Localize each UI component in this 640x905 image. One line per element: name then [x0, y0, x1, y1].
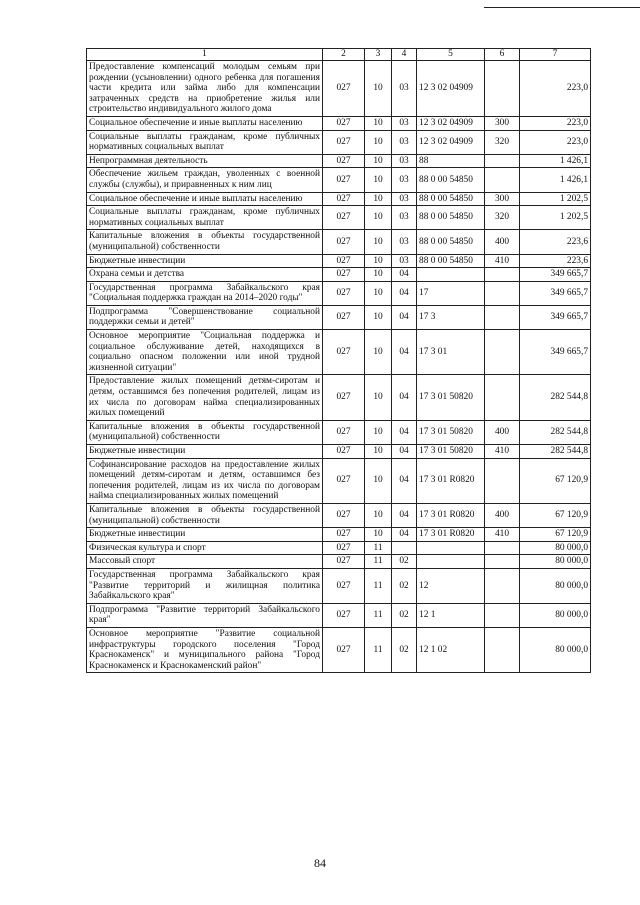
- row-expense-type: [485, 330, 520, 375]
- row-section: 10: [365, 61, 392, 117]
- row-expense-type: [485, 603, 520, 627]
- row-subsection: 04: [392, 281, 417, 305]
- row-target-article: 17 3 01: [417, 330, 485, 375]
- row-name: Социальное обеспечение и иные выплаты населению: [87, 192, 323, 206]
- row-target-article: 17: [417, 281, 485, 305]
- row-expense-type: 400: [485, 503, 520, 527]
- row-admin-code: 027: [323, 330, 365, 375]
- row-admin-code: 027: [323, 445, 365, 459]
- row-name: Предоставление жилых помещений детям-сиротам и детям, оставшимся без попечения родителей, лицам из их числа по договорам найма специализированных жилых помещений: [87, 375, 323, 420]
- header-row: [87, 49, 591, 61]
- row-target-article: 17 3 01 50820: [417, 375, 485, 420]
- row-name: Социальные выплаты гражданам, кроме публичных нормативных социальных выплат: [87, 130, 323, 154]
- row-amount: 349 665,7: [520, 330, 591, 375]
- row-subsection: 04: [392, 420, 417, 444]
- row-amount: 349 665,7: [520, 281, 591, 305]
- row-name: Обеспечение жильем граждан, уволенных с военной службы (службы), и приравненных к ним лиц: [87, 168, 323, 192]
- row-amount: 80 000,0: [520, 541, 591, 555]
- row-subsection: 04: [392, 268, 417, 282]
- row-target-article: 17 3 01 50820: [417, 420, 485, 444]
- row-subsection: 04: [392, 528, 417, 542]
- row-target-article: 12: [417, 568, 485, 603]
- row-section: 10: [365, 254, 392, 268]
- row-amount: 223,0: [520, 130, 591, 154]
- table-row: [87, 458, 591, 503]
- row-amount: 223,6: [520, 230, 591, 254]
- row-admin-code: 027: [323, 116, 365, 130]
- table-row: [87, 254, 591, 268]
- row-expense-type: [485, 541, 520, 555]
- row-section: 10: [365, 192, 392, 206]
- top-rule: [484, 7, 640, 8]
- row-subsection: 03: [392, 230, 417, 254]
- row-name: Массовый спорт: [87, 555, 323, 569]
- row-target-article: 12 3 02 04909: [417, 130, 485, 154]
- row-amount: 1 426,1: [520, 154, 591, 168]
- header-col-1: 1: [87, 49, 323, 61]
- row-expense-type: [485, 375, 520, 420]
- row-subsection: 02: [392, 603, 417, 627]
- table-row: [87, 330, 591, 375]
- row-target-article: 17 3 01 R0820: [417, 458, 485, 503]
- row-expense-type: [485, 568, 520, 603]
- row-name: Непрограммная деятельность: [87, 154, 323, 168]
- row-subsection: 03: [392, 116, 417, 130]
- row-admin-code: 027: [323, 268, 365, 282]
- row-admin-code: 027: [323, 555, 365, 569]
- row-expense-type: 410: [485, 528, 520, 542]
- row-amount: 67 120,9: [520, 503, 591, 527]
- row-section: 10: [365, 206, 392, 230]
- row-target-article: 12 3 02 04909: [417, 61, 485, 117]
- row-amount: 80 000,0: [520, 568, 591, 603]
- row-target-article: 88: [417, 154, 485, 168]
- row-expense-type: 400: [485, 230, 520, 254]
- row-admin-code: 027: [323, 281, 365, 305]
- row-target-article: 12 1 02: [417, 627, 485, 672]
- row-subsection: 04: [392, 330, 417, 375]
- row-subsection: 04: [392, 305, 417, 329]
- row-amount: 1 202,5: [520, 192, 591, 206]
- row-amount: 223,0: [520, 61, 591, 117]
- table-row: [87, 268, 591, 282]
- table-row: [87, 375, 591, 420]
- row-section: 11: [365, 627, 392, 672]
- row-section: 10: [365, 503, 392, 527]
- row-target-article: 88 0 00 54850: [417, 168, 485, 192]
- row-section: 10: [365, 116, 392, 130]
- row-expense-type: [485, 281, 520, 305]
- row-subsection: 03: [392, 61, 417, 117]
- row-subsection: 04: [392, 445, 417, 459]
- row-admin-code: 027: [323, 154, 365, 168]
- header-col-7: 7: [520, 49, 591, 61]
- table-row: [87, 541, 591, 555]
- row-section: 10: [365, 330, 392, 375]
- row-name: Бюджетные инвестиции: [87, 254, 323, 268]
- table-row: [87, 116, 591, 130]
- row-admin-code: 027: [323, 206, 365, 230]
- row-amount: 282 544,8: [520, 445, 591, 459]
- row-expense-type: 320: [485, 206, 520, 230]
- row-target-article: 17 3 01 50820: [417, 445, 485, 459]
- row-section: 10: [365, 154, 392, 168]
- row-subsection: 03: [392, 254, 417, 268]
- row-target-article: 12 3 02 04909: [417, 116, 485, 130]
- table-row: [87, 281, 591, 305]
- row-section: 10: [365, 168, 392, 192]
- row-target-article: 88 0 00 54850: [417, 254, 485, 268]
- table-row: [87, 61, 591, 117]
- table-row: [87, 503, 591, 527]
- row-admin-code: 027: [323, 254, 365, 268]
- row-name: Капитальные вложения в объекты государственной (муниципальной) собственности: [87, 230, 323, 254]
- header-col-3: 3: [365, 49, 392, 61]
- table-row: [87, 420, 591, 444]
- row-section: 10: [365, 230, 392, 254]
- row-target-article: [417, 541, 485, 555]
- row-subsection: 03: [392, 130, 417, 154]
- row-admin-code: 027: [323, 192, 365, 206]
- row-expense-type: [485, 268, 520, 282]
- row-section: 11: [365, 568, 392, 603]
- row-section: 10: [365, 375, 392, 420]
- row-admin-code: 027: [323, 168, 365, 192]
- row-name: Социальные выплаты гражданам, кроме публичных нормативных социальных выплат: [87, 206, 323, 230]
- row-subsection: 02: [392, 627, 417, 672]
- row-amount: 282 544,8: [520, 420, 591, 444]
- row-expense-type: 300: [485, 192, 520, 206]
- row-amount: 223,6: [520, 254, 591, 268]
- row-name: Бюджетные инвестиции: [87, 528, 323, 542]
- row-subsection: 04: [392, 375, 417, 420]
- row-admin-code: 027: [323, 305, 365, 329]
- row-name: Государственная программа Забайкальского края "Социальная поддержка граждан на 2014–2020 годы": [87, 281, 323, 305]
- row-subsection: 02: [392, 555, 417, 569]
- row-amount: 282 544,8: [520, 375, 591, 420]
- row-admin-code: 027: [323, 61, 365, 117]
- row-expense-type: [485, 305, 520, 329]
- row-expense-type: 320: [485, 130, 520, 154]
- row-subsection: 03: [392, 154, 417, 168]
- row-expense-type: 300: [485, 116, 520, 130]
- table-row: [87, 555, 591, 569]
- table-row: [87, 168, 591, 192]
- row-expense-type: [485, 61, 520, 117]
- row-subsection: 03: [392, 206, 417, 230]
- row-admin-code: 027: [323, 503, 365, 527]
- table-row: [87, 603, 591, 627]
- row-expense-type: [485, 154, 520, 168]
- row-name: Капитальные вложения в объекты государственной (муниципальной) собственности: [87, 503, 323, 527]
- header-col-5: 5: [417, 49, 485, 61]
- row-expense-type: 400: [485, 420, 520, 444]
- row-section: 11: [365, 555, 392, 569]
- page-number: 84: [314, 856, 326, 870]
- row-target-article: 88 0 00 54850: [417, 230, 485, 254]
- row-expense-type: 410: [485, 445, 520, 459]
- row-admin-code: 027: [323, 458, 365, 503]
- table-row: [87, 627, 591, 672]
- row-admin-code: 027: [323, 528, 365, 542]
- row-expense-type: [485, 168, 520, 192]
- row-admin-code: 027: [323, 627, 365, 672]
- budget-table: [86, 48, 591, 673]
- row-expense-type: [485, 627, 520, 672]
- row-amount: 80 000,0: [520, 603, 591, 627]
- row-admin-code: 027: [323, 568, 365, 603]
- table-row: [87, 130, 591, 154]
- row-name: Государственная программа Забайкальского края "Развитие территорий и жилищная политика Забайкальского края": [87, 568, 323, 603]
- row-section: 10: [365, 528, 392, 542]
- row-amount: 1 426,1: [520, 168, 591, 192]
- row-subsection: 03: [392, 192, 417, 206]
- row-name: Капитальные вложения в объекты государственной (муниципальной) собственности: [87, 420, 323, 444]
- row-target-article: 88 0 00 54850: [417, 206, 485, 230]
- row-admin-code: 027: [323, 230, 365, 254]
- row-name: Подпрограмма "Развитие территорий Забайкальского края": [87, 603, 323, 627]
- row-admin-code: 027: [323, 130, 365, 154]
- row-subsection: 04: [392, 503, 417, 527]
- table-row: [87, 568, 591, 603]
- table-row: [87, 192, 591, 206]
- row-section: 10: [365, 130, 392, 154]
- row-section: 10: [365, 281, 392, 305]
- row-name: Социальное обеспечение и иные выплаты населению: [87, 116, 323, 130]
- row-target-article: [417, 268, 485, 282]
- row-name: Бюджетные инвестиции: [87, 445, 323, 459]
- row-name: Основное мероприятие "Развитие социальной инфраструктуры городского поселения "Город Краснокаменск" и муниципального района "Город Краснокаменск и Краснокаменский район": [87, 627, 323, 672]
- row-name: Предоставление компенсаций молодым семьям при рождении (усыновлении) одного ребенка для погашения части кредита или займа либо для компенсации затраченных средств на приобретение жилья или строительство индивидуального жилого дома: [87, 61, 323, 117]
- row-admin-code: 027: [323, 420, 365, 444]
- row-amount: 80 000,0: [520, 627, 591, 672]
- row-target-article: 88 0 00 54850: [417, 192, 485, 206]
- table-row: [87, 230, 591, 254]
- row-subsection: 04: [392, 458, 417, 503]
- row-name: Основное мероприятие "Социальная поддержка и социальное обслуживание детей, находящихся в социально опасном положении или иной трудной жизненной ситуации": [87, 330, 323, 375]
- row-amount: 349 665,7: [520, 305, 591, 329]
- row-target-article: 12 1: [417, 603, 485, 627]
- row-subsection: 03: [392, 168, 417, 192]
- row-name: Физическая культура и спорт: [87, 541, 323, 555]
- row-section: 10: [365, 445, 392, 459]
- row-target-article: [417, 555, 485, 569]
- row-amount: 1 202,5: [520, 206, 591, 230]
- row-section: 11: [365, 603, 392, 627]
- row-amount: 67 120,9: [520, 528, 591, 542]
- header-col-6: 6: [485, 49, 520, 61]
- row-section: 10: [365, 305, 392, 329]
- table-row: [87, 528, 591, 542]
- header-col-4: 4: [392, 49, 417, 61]
- row-subsection: [392, 541, 417, 555]
- row-section: 10: [365, 268, 392, 282]
- table-row: [87, 305, 591, 329]
- row-target-article: 17 3 01 R0820: [417, 503, 485, 527]
- row-subsection: 02: [392, 568, 417, 603]
- row-name: Охрана семьи и детства: [87, 268, 323, 282]
- header-col-2: 2: [323, 49, 365, 61]
- table-row: [87, 445, 591, 459]
- row-section: 10: [365, 458, 392, 503]
- row-expense-type: [485, 458, 520, 503]
- row-amount: 349 665,7: [520, 268, 591, 282]
- row-amount: 80 000,0: [520, 555, 591, 569]
- table-row: [87, 154, 591, 168]
- row-admin-code: 027: [323, 541, 365, 555]
- row-amount: 67 120,9: [520, 458, 591, 503]
- row-admin-code: 027: [323, 375, 365, 420]
- row-target-article: 17 3: [417, 305, 485, 329]
- row-section: 11: [365, 541, 392, 555]
- row-target-article: 17 3 01 R0820: [417, 528, 485, 542]
- row-name: Софинансирование расходов на предоставление жилых помещений детям-сиротам и детям, оставшимся без попечения родителей, лицам из их числа по договорам найма специализированных жилых помещений: [87, 458, 323, 503]
- table-row: [87, 206, 591, 230]
- row-amount: 223,0: [520, 116, 591, 130]
- row-name: Подпрограмма "Совершенствование социальной поддержки семьи и детей": [87, 305, 323, 329]
- row-admin-code: 027: [323, 603, 365, 627]
- row-section: 10: [365, 420, 392, 444]
- row-expense-type: 410: [485, 254, 520, 268]
- table-body: [87, 61, 591, 673]
- row-expense-type: [485, 555, 520, 569]
